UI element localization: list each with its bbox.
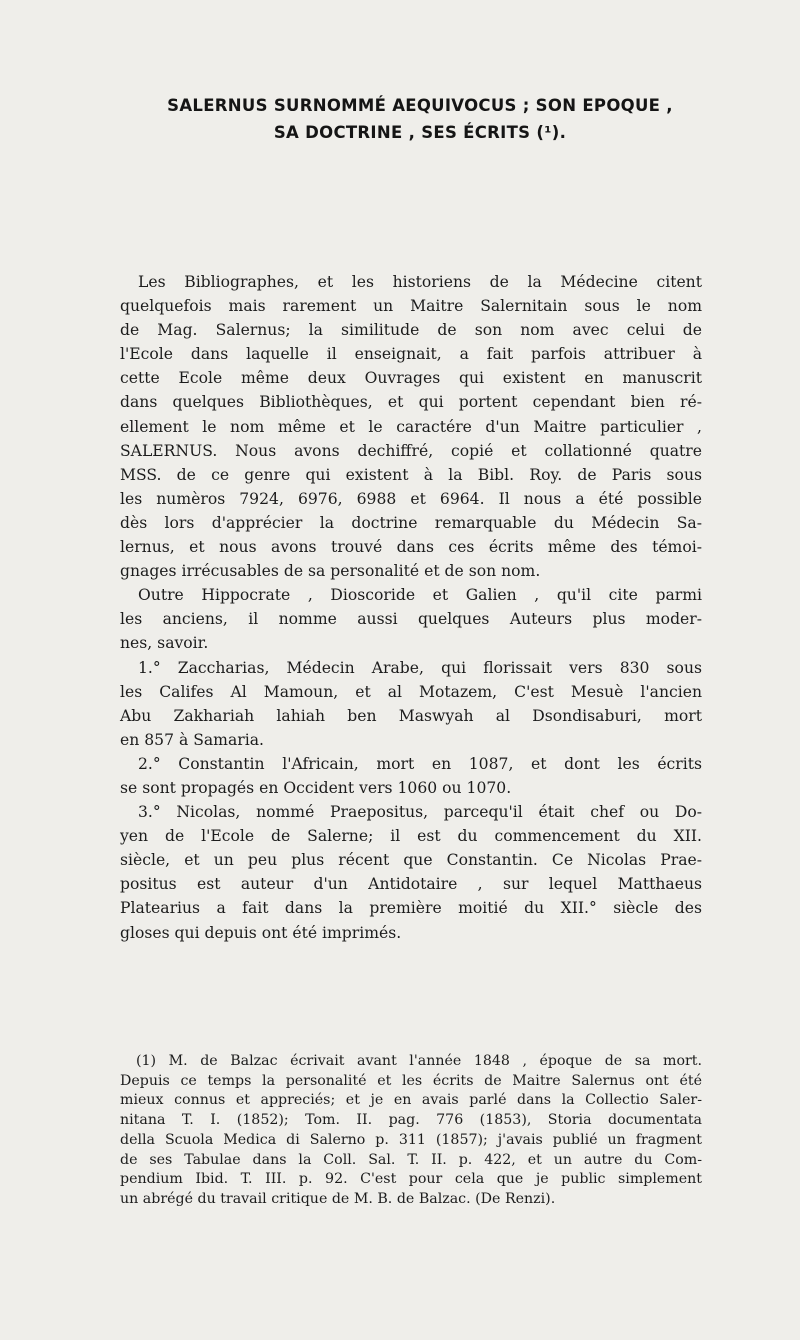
text-line: se sont propagés en Occident vers 1060 ou 1070.: [120, 778, 512, 797]
footnote-line: un abrégé du travail critique de M. B. de Balzac. (De Renzi).: [120, 1190, 556, 1207]
text-line: Platearius a fait dans la première moitié du XII.° siècle des: [120, 899, 702, 918]
text-line: en 857 à Samaria.: [120, 730, 264, 749]
text-line: les Califes Al Mamoun, et al Motazem, C'est Mesuè l'ancien: [120, 682, 702, 701]
text-line: gnages irrécusables de sa personalité et de son nom.: [120, 562, 541, 581]
text-line: yen de l'Ecole de Salerne; il est du commencement du XII.: [120, 827, 702, 846]
text-line: l'Ecole dans laquelle il enseignait, a fait parfois attribuer à: [120, 345, 702, 364]
footnote-line: (1) M. de Balzac écrivait avant l'année 1848 , époque de sa mort.: [136, 1053, 702, 1069]
text-line: 1.° Zaccharias, Médecin Arabe, qui florissait vers 830 sous: [138, 658, 702, 677]
title-line: SALERNUS SURNOMMÉ AEQUIVOCUS ; SON EPOQUE ,: [167, 96, 673, 115]
title-line: SA DOCTRINE , SES ÉCRITS (¹).: [273, 123, 567, 142]
text-line: 2.° Constantin l'Africain, mort en 1087, et dont les écrits: [138, 754, 702, 773]
text-line: siècle, et un peu plus récent que Constantin. Ce Nicolas Prae-: [120, 851, 702, 870]
text-line: de Mag. Salernus; la similitude de son nom avec celui de: [120, 321, 702, 340]
footnote-line: nitana T. I. (1852); Tom. II. pag. 776 (1853), Storia documentata: [120, 1112, 702, 1129]
page-title: [160, 92, 680, 146]
paragraph: [120, 270, 702, 583]
paragraph: [120, 656, 702, 752]
text-line: dans quelques Bibliothèques, et qui portent cependant bien ré-: [120, 393, 702, 412]
text-line: Les Bibliographes, et les historiens de la Médecine citent: [138, 273, 702, 291]
footnote: [120, 1052, 702, 1210]
footnote-line: della Scuola Medica di Salerno p. 311 (1857); j'avais publié un fragment: [120, 1131, 702, 1148]
text-line: les anciens, il nomme aussi quelques Auteurs plus moder-: [120, 610, 702, 629]
text-line: MSS. de ce genre qui existent à la Bibl. Roy. de Paris sous: [120, 465, 702, 484]
footnote-line: pendium Ibid. T. III. p. 92. C'est pour cela que je public simplement: [120, 1171, 702, 1188]
paragraph: [120, 752, 702, 800]
text-line: gloses qui depuis ont été imprimés.: [120, 923, 402, 942]
text-line: cette Ecole même deux Ouvrages qui existent en manuscrit: [120, 369, 702, 388]
text-line: les numèros 7924, 6976, 6988 et 6964. Il nous a été possible: [120, 489, 702, 508]
paragraph: [120, 800, 702, 945]
footnote-line: mieux connus et appreciés; et je en avais parlé dans la Collectio Saler-: [120, 1092, 702, 1109]
text-line: nes, savoir.: [120, 634, 209, 653]
text-line: dès lors d'apprécier la doctrine remarquable du Médecin Sa-: [120, 513, 702, 532]
text-line: lernus, et nous avons trouvé dans ces écrits même des témoi-: [120, 538, 702, 557]
text-line: Outre Hippocrate , Dioscoride et Galien , qu'il cite parmi: [138, 586, 702, 605]
footnote-line: Depuis ce temps la personalité et les écrits de Maitre Salernus ont été: [120, 1072, 702, 1089]
text-line: quelquefois mais rarement un Maitre Salernitain sous le nom: [120, 297, 702, 316]
paragraph: [120, 583, 702, 655]
text-line: 3.° Nicolas, nommé Praepositus, parcequ'il était chef ou Do-: [138, 803, 702, 822]
text-line: SALERNUS. Nous avons dechiffré, copié et collationné quatre: [120, 441, 702, 460]
body-text: [120, 270, 702, 945]
footnote-line: de ses Tabulae dans la Coll. Sal. T. II. p. 422, et un autre du Com-: [120, 1151, 702, 1168]
text-line: positus est auteur d'un Antidotaire , sur lequel Matthaeus: [120, 875, 702, 894]
text-line: Abu Zakhariah lahiah ben Maswyah al Dsondisaburi, mort: [120, 706, 702, 725]
text-line: ellement le nom même et le caractére d'un Maitre particulier ,: [120, 417, 702, 436]
